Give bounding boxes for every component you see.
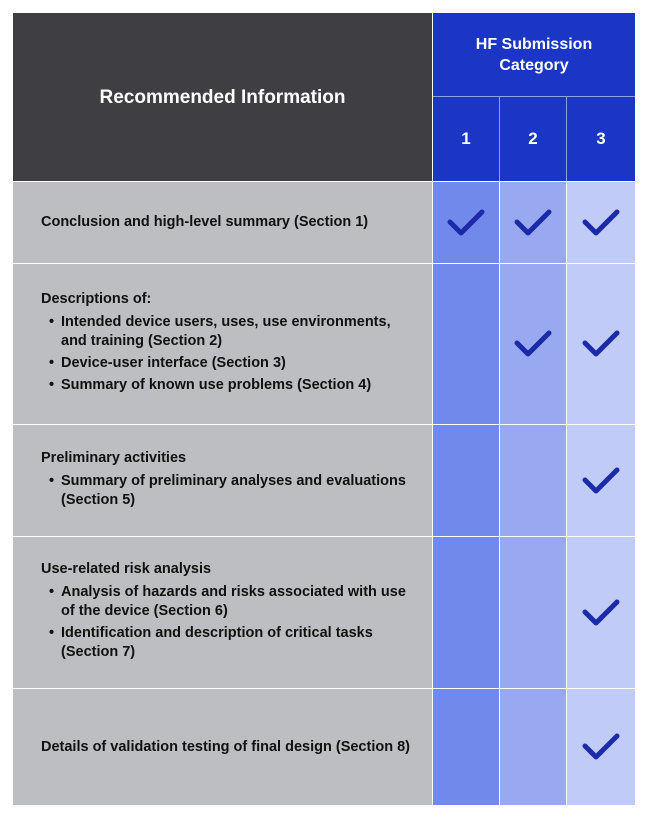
category-1-cell (433, 424, 500, 536)
hf-submission-table (13, 13, 635, 804)
category-1-cell (433, 263, 500, 424)
checkmark-icon (581, 465, 621, 497)
information-title: Use-related risk analysis (41, 561, 212, 577)
category-3-cell (567, 181, 635, 263)
category-1-cell (433, 181, 500, 263)
information-list (41, 583, 416, 665)
information-title: Descriptions of: (41, 291, 152, 307)
information-list-item: • Analysis of hazards and risks associated with use of the device (Section 6) (41, 583, 416, 621)
submission-category-header (433, 13, 635, 97)
recommended-information-header-label: Recommended Information (99, 86, 346, 108)
information-cell (13, 263, 433, 424)
category-1-cell (433, 688, 500, 805)
category-3-header (567, 97, 635, 181)
category-2-cell (500, 688, 567, 805)
information-list-item: • Device-user interface (Section 3) (41, 354, 416, 373)
information-list-item: • Summary of known use problems (Section 4) (41, 376, 416, 395)
category-3-label: 3 (596, 129, 606, 148)
information-list (41, 472, 416, 513)
information-title: Conclusion and high-level summary (Section 1) (41, 214, 369, 230)
information-cell (13, 688, 433, 805)
category-2-header (500, 97, 567, 181)
category-3-cell (567, 688, 635, 805)
category-3-cell (567, 263, 635, 424)
checkmark-icon (513, 207, 553, 239)
submission-category-header-label: HF Submission Category (475, 35, 593, 74)
information-list-item: • Intended device users, uses, use environments, and training (Section 2) (41, 313, 416, 351)
information-cell (13, 424, 433, 536)
category-3-cell (567, 536, 635, 688)
recommended-information-header (13, 13, 433, 181)
information-cell (13, 181, 433, 263)
category-1-cell (433, 536, 500, 688)
checkmark-icon (581, 597, 621, 629)
category-1-label: 1 (461, 129, 471, 148)
checkmark-icon (581, 731, 621, 763)
category-3-cell (567, 424, 635, 536)
category-2-cell (500, 536, 567, 688)
category-2-cell (500, 181, 567, 263)
information-title: Details of validation testing of final design (Section 8) (41, 738, 410, 755)
information-list-item: • Identification and description of critical tasks (Section 7) (41, 624, 416, 662)
checkmark-icon (446, 207, 486, 239)
category-2-cell (500, 424, 567, 536)
category-2-label: 2 (528, 129, 538, 148)
checkmark-icon (581, 207, 621, 239)
information-title: Preliminary activities (41, 449, 187, 466)
category-1-header (433, 97, 500, 181)
category-2-cell (500, 263, 567, 424)
checkmark-icon (581, 328, 621, 360)
information-list-item: • Summary of preliminary analyses and evaluations (Section 5) (41, 472, 416, 510)
information-list (41, 313, 416, 398)
checkmark-icon (513, 328, 553, 360)
information-cell (13, 536, 433, 688)
